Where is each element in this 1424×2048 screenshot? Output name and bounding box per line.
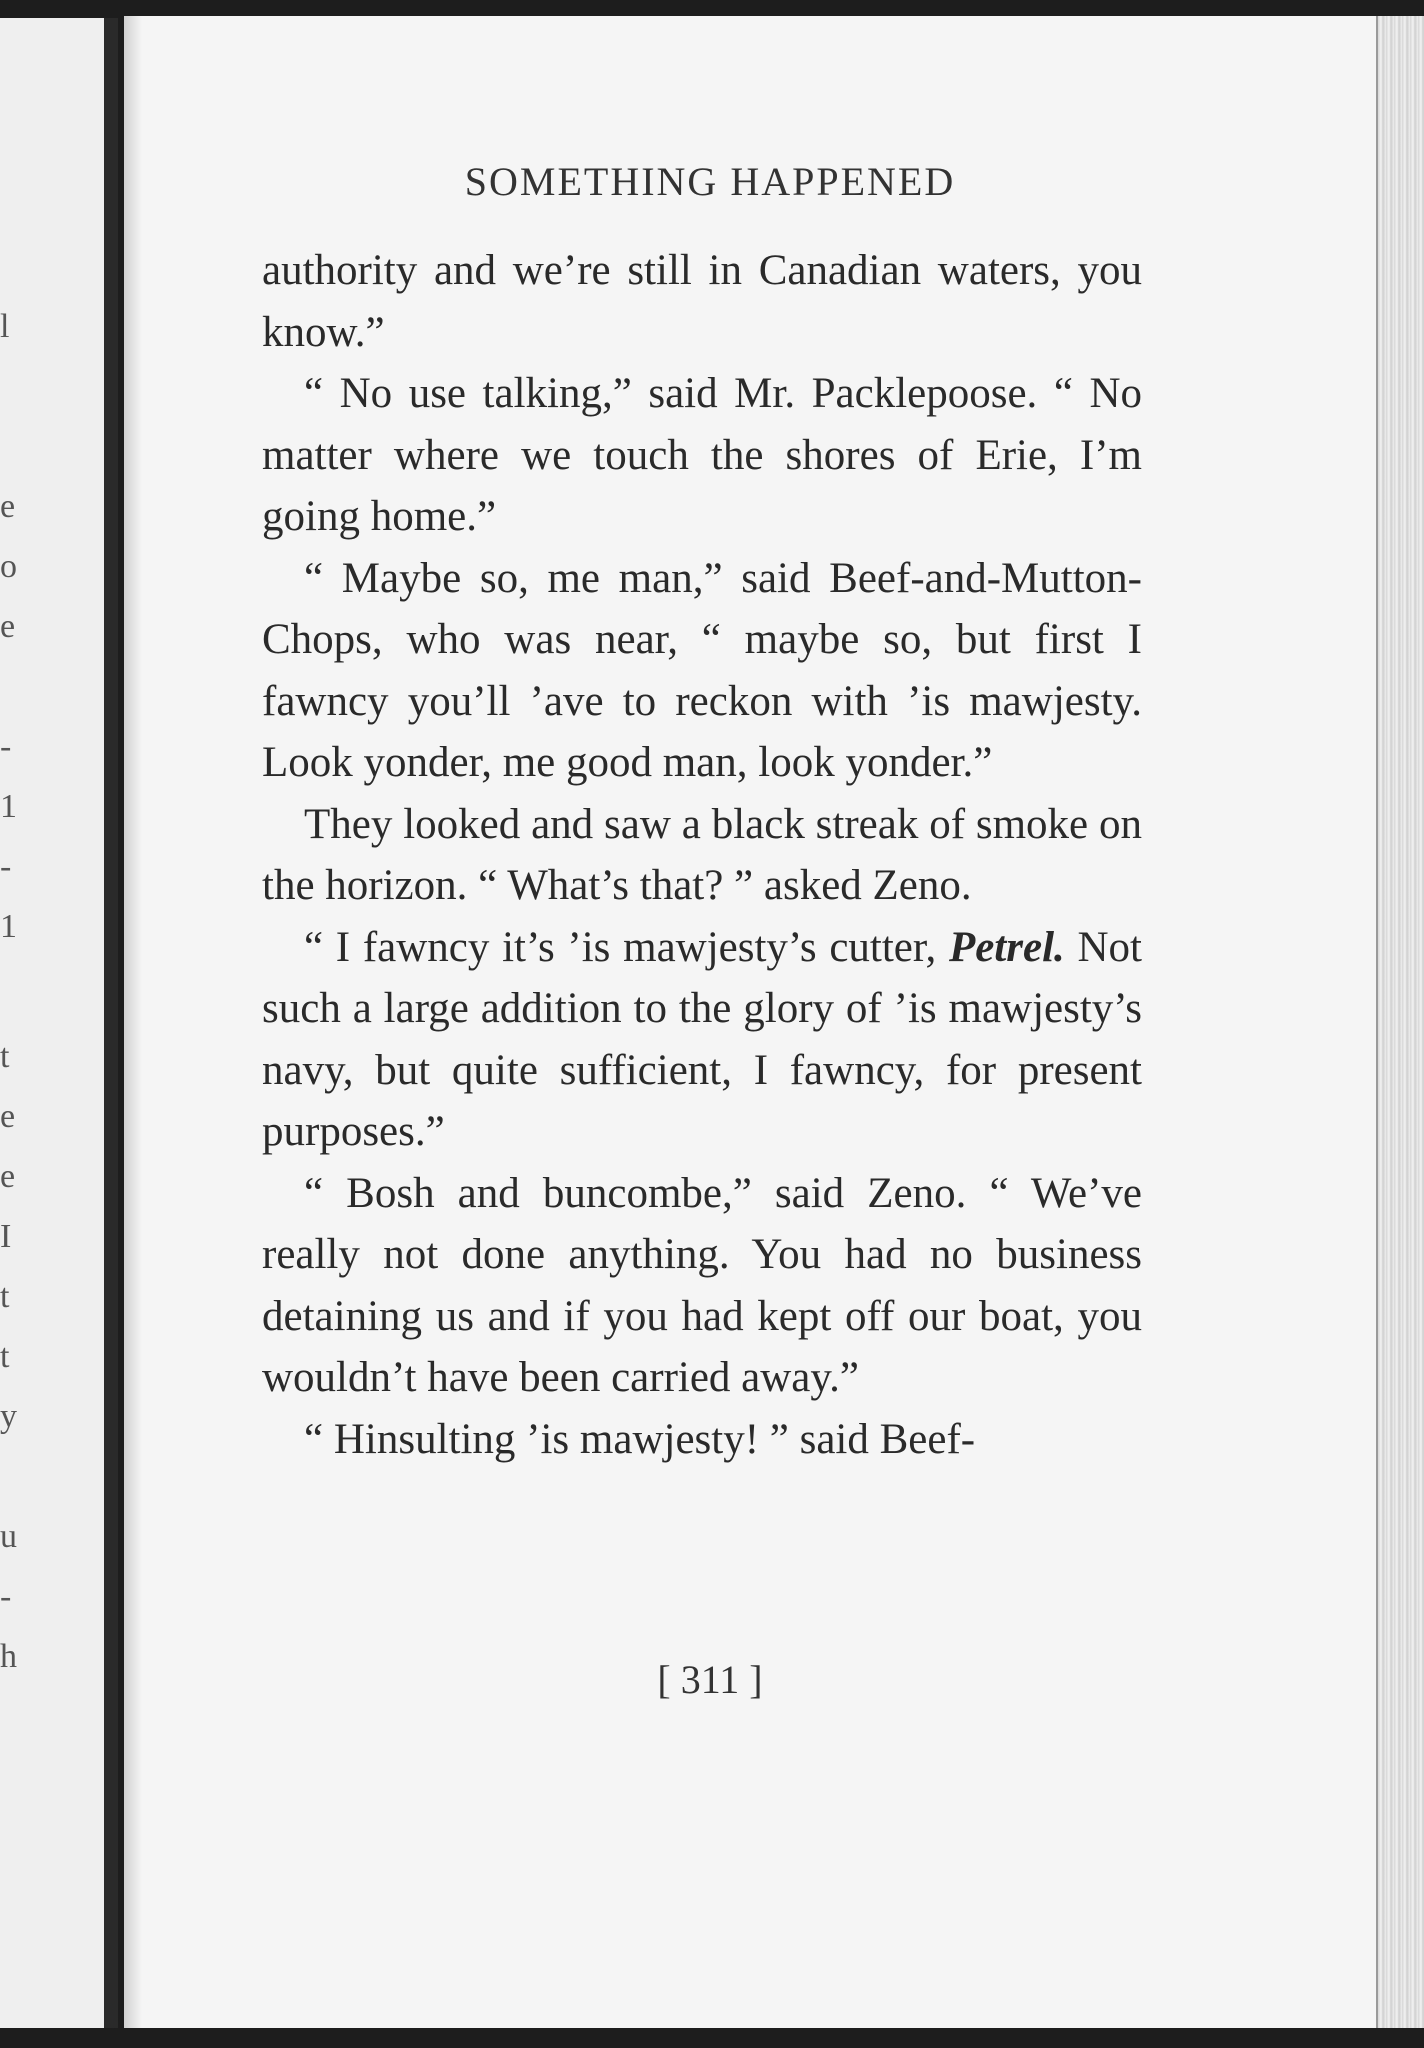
margin-letter: e	[0, 1158, 16, 1195]
running-head: SOMETHING HAPPENED	[464, 159, 956, 204]
margin-letter: -	[0, 728, 12, 765]
paragraph: “ No use talking,” said Mr. Packlepoose. “ No matter where we touch the shores of Erie, I’m going home.”	[262, 370, 1142, 540]
margin-letter: h	[0, 1638, 17, 1675]
margin-letter: e	[0, 608, 16, 645]
page-number: [ 311 ]	[657, 1657, 763, 1702]
paragraph: “ Bosh and buncombe,” said Zeno. “ We’ve really not done anything. You had no business detaining us and if you had kept off our boat, you wouldn’t have been carried away.”	[262, 1169, 1142, 1401]
margin-letter: -	[0, 848, 12, 885]
ship-name-italic: Petrel.	[948, 923, 1065, 971]
paragraph: “ Maybe so, me man,” said Beef-and-Mutton-Chops, who was near, “ maybe so, but first I fawncy you’ll ’ave to reckon with ’is mawjesty. Look yonder, me good man, look yonder.”	[262, 554, 1142, 786]
margin-letter: l	[0, 308, 10, 345]
previous-page-edge	[0, 18, 118, 2028]
margin-letter: t	[0, 1338, 10, 1375]
margin-letter: e	[0, 488, 16, 525]
margin-letter: u	[0, 1518, 17, 1555]
paragraph-text: Not such a large addition to the glory of ’is mawjesty’s navy, but quite sufficient, I fawncy, for present purposes.”	[262, 923, 1142, 1155]
margin-letter: t	[0, 1038, 10, 1075]
paragraph: “ Hinsulting ’is mawjesty! ” said Beef-	[304, 1415, 976, 1463]
margin-letter: t	[0, 1278, 10, 1315]
paragraph: They looked and saw a black streak of smoke on the horizon. “ What’s that? ” asked Zeno.	[262, 800, 1142, 909]
margin-letter: e	[0, 1098, 16, 1135]
margin-letter: I	[0, 1218, 12, 1255]
body-text	[262, 240, 1142, 1470]
margin-letter: o	[0, 548, 17, 585]
page-stack-edge	[1376, 16, 1424, 2028]
spine-shadow	[124, 16, 142, 2028]
margin-letter: 1	[0, 788, 17, 825]
paragraph	[262, 917, 1142, 1163]
margin-letter: 1	[0, 908, 17, 945]
paragraph-text: “ I fawncy it’s ’is mawjesty’s cutter,	[304, 923, 949, 971]
paragraph: authority and we’re still in Canadian waters, you know.”	[262, 247, 1142, 356]
margin-letter: -	[0, 1578, 12, 1615]
margin-letter: y	[0, 1398, 17, 1435]
